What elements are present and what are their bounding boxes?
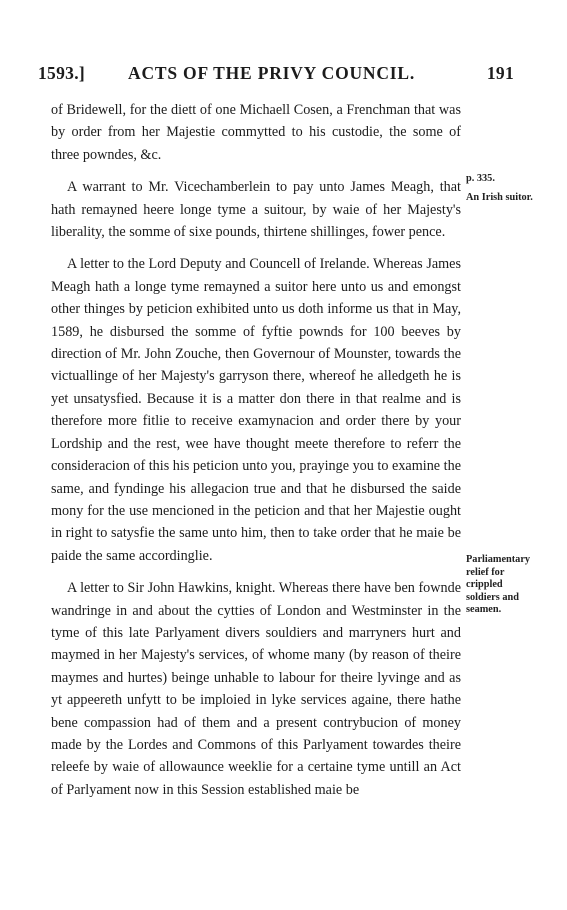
margin-page-ref-text: p. 335. xyxy=(466,173,495,184)
paragraph-letter-hawkins: A letter to Sir John Hawkins, knight. Whereas there have ben fownde wandringe in and about the cytties of London and Westminster in the tyme of this late Parlyament divers souldiers and marryners hurt and maymed in her Majesty's services, of whome many (by reason of theire maymes and hurtes) beinge unhable to labour for theire lyvinge and as yt appeereth unfytt to be imploied in lyke services againe, there hathe bene compassion had of them and a present contrybucion of money made by the Lordes and Commons of this Parlyament towardes theire releefe by waie of allowaunce weeklie for a certaine tyme untill an Act of Parlyament now in this Session established maie be xyxy=(51,580,461,798)
page-number: 191 xyxy=(486,63,514,83)
paragraph-letter-lord-deputy: A letter to the Lord Deputy and Councell of Irelande. Whereas James Meagh hath a longe tyme remayned a suitor here unto us and emongst other thinges by peticion exhibited unto us doth informe us that in May, 1589, he disbursed the somme of fyftie pownds for 100 beeves by direction of Mr. John Zouche, then Governour of Mounster, towards the victuallinge of her Majesty's garryson there, whereof he alledgeth he is yet unsatysfied. Because it is a matter don there in that realme and is therefore more fitlie to receive examynacion and order there by your Lordship and the rest, wee have thought meete therefore to referr the consideracion of this his peticion unto you, prayinge you to examine the same, and fyndinge his allegacion true and that he disbursed the saide mony for the use mencioned in the peticion and that her Majestie ought in right to satysfie the same unto him, then to take order that he maie be paide the same accordinglie. xyxy=(51,256,461,564)
running-header xyxy=(38,63,514,85)
body-text xyxy=(51,99,461,811)
paragraph-bridewell: of Bridewell, for the diett of one Michaell Cosen, a Frenchman that was by order from her Majestie commytted to his custodie, the some of three powndes, &c. xyxy=(51,102,461,163)
margin-note-page-ref xyxy=(466,173,538,186)
margin-note-parliamentary-relief xyxy=(466,554,538,617)
header-year: 1593.] xyxy=(38,63,86,83)
margin-note-irish-suitor xyxy=(466,192,538,205)
paragraph-warrant-vicechamberlein: A warrant to Mr. Vicechamberlein to pay unto James Meagh, that hath remayned heere longe tyme a suitour, by waie of her Majesty's liberality, the somme of sixe pounds, thirtene shillinges, fower pence. xyxy=(51,179,461,241)
header-title: ACTS OF THE PRIVY COUNCIL. xyxy=(128,63,416,83)
margin-irish-suitor-text: An Irish suitor. xyxy=(466,192,533,203)
margin-parliamentary-text: Parliamentary relief for crippled soldiers and seamen. xyxy=(466,554,531,615)
